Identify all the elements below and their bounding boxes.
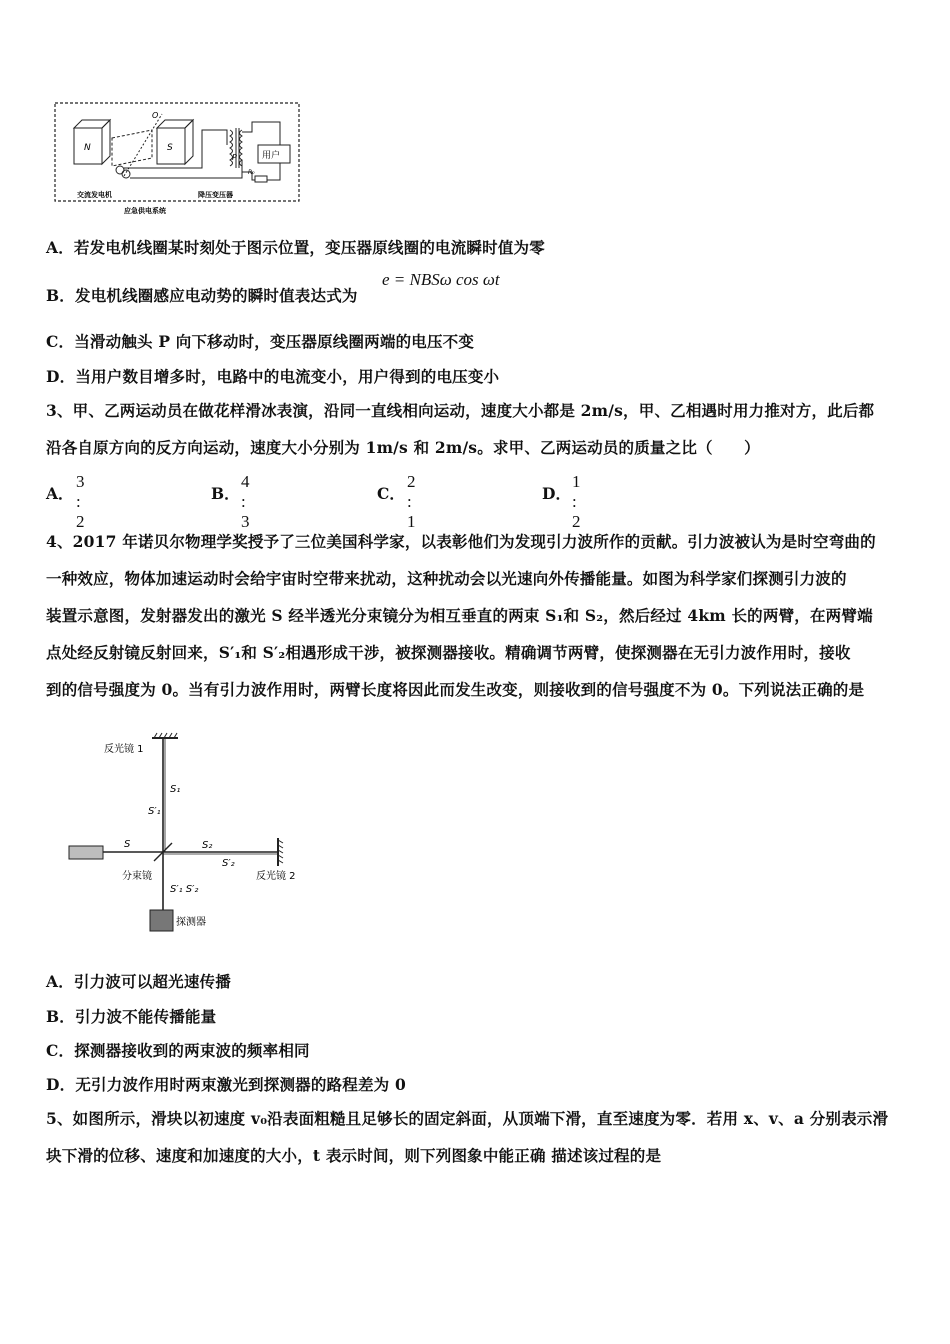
mirror1-label: 反光镜 1 bbox=[104, 744, 144, 755]
q3-option-c bbox=[377, 472, 416, 531]
user-label: 用户 bbox=[262, 151, 281, 161]
q3-option-value: 3 : 2 bbox=[76, 472, 85, 531]
r0-label: R₀ bbox=[248, 169, 255, 176]
n-pole-label: N bbox=[84, 143, 91, 153]
generator-label: 交流发电机 bbox=[77, 191, 112, 199]
q5-stem-line-2: 块下滑的位移、速度和加速度的大小，t 表示时间，则下列图象中能正确 描述该过程的是 bbox=[46, 1146, 662, 1165]
s1s2-label: S′₁ S′₂ bbox=[170, 884, 199, 895]
q2-option-b: B．发电机线圈感应电动势的瞬时值表达式为 bbox=[46, 286, 358, 305]
s2-prime-label: S′₂ bbox=[222, 858, 235, 869]
s2-label: S₂ bbox=[202, 840, 213, 851]
splitter-label: 分束镜 bbox=[122, 871, 152, 882]
mirror2-label: 反光镜 2 bbox=[256, 871, 296, 882]
q4-stem-line-1: 4、2017 年诺贝尔物理学奖授予了三位美国科学家，以表彰他们为发现引力波所作的贡献。引力波被认为是时空弯曲的 bbox=[46, 532, 876, 551]
q3-option-a bbox=[46, 472, 85, 531]
q2-option-d: D．当用户数目增多时，电路中的电流变小，用户得到的电压变小 bbox=[46, 367, 500, 386]
q3-option-letter: D． bbox=[542, 484, 571, 503]
q2-option-b-formula: e = NBSω cos ωt bbox=[382, 270, 500, 289]
q4-option-d: D．无引力波作用时两束激光到探测器的路程差为 0 bbox=[46, 1075, 406, 1094]
q4-stem-line-5: 到的信号强度为 0。当有引力波作用时，两臂长度将因此而发生改变，则接收到的信号强度不为 0。下列说法正确的是 bbox=[46, 680, 865, 699]
q3-option-value: 4 : 3 bbox=[241, 472, 250, 531]
o-label: O bbox=[152, 111, 159, 120]
q4-stem-line-4: 点处经反射镜反射回来，S′₁和 S′₂相遇形成干涉，被探测器接收。精确调节两臂，使探测器在无引力波作用时，接收 bbox=[46, 643, 851, 662]
q3-stem-line-1: 3、甲、乙两运动员在做花样滑冰表演，沿同一直线相向运动，速度大小都是 2m/s，甲、乙相遇时用力推对方，此后都 bbox=[46, 401, 875, 420]
q3-option-letter: B． bbox=[211, 484, 240, 503]
q3-option-value: 1 : 2 bbox=[572, 472, 581, 531]
transformer-label: 降压变压器 bbox=[198, 191, 233, 199]
q4-stem-line-3: 装置示意图，发射器发出的激光 S 经半透光分束镜分为相互垂直的两束 S₁和 S₂，然后经过 4km 长的两臂，在两臂端 bbox=[46, 606, 873, 625]
q3-option-d bbox=[542, 472, 581, 531]
q4-option-b: B．引力波不能传播能量 bbox=[46, 1007, 217, 1026]
q3-option-letter: A． bbox=[46, 484, 74, 503]
s-pole-label: S bbox=[167, 143, 173, 153]
q3-stem-line-2: 沿各自原方向的反方向运动，速度大小分别为 1m/s 和 2m/s。求甲、乙两运动员的质量之比（ ） bbox=[46, 438, 760, 457]
system-label: 应急供电系统 bbox=[124, 207, 166, 215]
s1-label: S₁ bbox=[170, 784, 181, 795]
s1-prime-label: S′₁ bbox=[148, 806, 161, 817]
s-label: S bbox=[124, 839, 131, 850]
q4-stem-line-2: 一种效应，物体加速运动时会给宇宙时空带来扰动，这种扰动会以光速向外传播能量。如图为科学家们探测引力波的 bbox=[46, 569, 847, 588]
generator-transformer-figure bbox=[52, 100, 302, 218]
q4-option-c: C．探测器接收到的两束波的频率相同 bbox=[46, 1041, 310, 1060]
q5-stem-line-1: 5、如图所示，滑块以初速度 v₀沿表面粗糙且足够长的固定斜面，从顶端下滑，直至速度为零．若用 x、v、a 分别表示滑 bbox=[46, 1109, 889, 1128]
q3-option-letter: C． bbox=[377, 484, 405, 503]
q3-options bbox=[46, 472, 886, 531]
detector-label: 探测器 bbox=[176, 917, 206, 928]
interferometer-figure bbox=[66, 732, 316, 936]
q2-option-a: A．若发电机线圈某时刻处于图示位置，变压器原线圈的电流瞬时值为零 bbox=[46, 238, 545, 257]
p-label: P bbox=[232, 153, 237, 162]
q2-option-c: C．当滑动触头 P 向下移动时，变压器原线圈两端的电压不变 bbox=[46, 332, 475, 351]
q4-option-a: A．引力波可以超光速传播 bbox=[46, 972, 231, 991]
q3-option-b bbox=[211, 472, 250, 531]
q3-option-value: 2 : 1 bbox=[407, 472, 416, 531]
